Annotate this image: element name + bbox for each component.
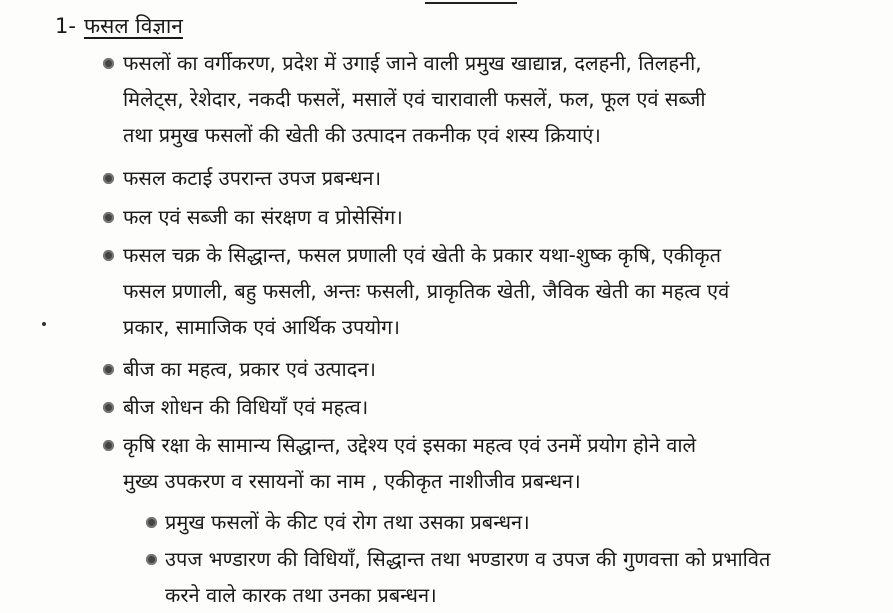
list-item <box>123 45 706 153</box>
list-item-line: उपज भण्डारण की विधियाँ, सिद्धान्त तथा भण्डारण व उपज की गुणवत्ता को प्रभावित <box>165 547 771 571</box>
list-item-line: बीज शोधन की विधियाँ एवं महत्व। <box>123 395 369 419</box>
list-item-line: प्रकार, सामाजिक एवं आर्थिक उपयोग। <box>123 315 400 339</box>
bullet-icon <box>146 517 157 528</box>
list-item-line: तथा प्रमुख फसलों की खेती की उत्पादन तकनीक एवं शस्य क्रियाएं। <box>123 123 601 147</box>
bullet-icon <box>103 58 114 69</box>
list-item <box>165 541 770 613</box>
list-item <box>123 389 368 425</box>
list-item-line: मिलेट्स, रेशेदार, नकदी फसलें, मसालें एवं चारावाली फसलें, फल, फूल एवं सब्जी <box>123 87 706 111</box>
section-title: फसल विज्ञान <box>83 14 183 38</box>
bullet-icon <box>103 440 114 451</box>
list-item <box>123 237 729 345</box>
list-item-line: करने वाले कारक तथा उनका प्रबन्धन। <box>165 583 437 607</box>
bullet-icon <box>103 173 114 184</box>
list-item-line: फसल प्रणाली, बहु फसली, अन्तः फसली, प्राकृतिक खेती, जैविक खेती का महत्व एवं <box>123 279 730 303</box>
list-item <box>123 199 403 235</box>
list-item-line: बीज का महत्व, प्रकार एवं उत्पादन। <box>123 357 377 381</box>
list-item-line: फल एवं सब्जी का संरक्षण व प्रोसेसिंग। <box>123 205 403 229</box>
section-heading <box>55 12 183 40</box>
list-item-line: प्रमुख फसलों के कीट एवं रोग तथा उसका प्रबन्धन। <box>165 510 530 534</box>
list-item <box>123 427 696 499</box>
bullet-icon <box>103 402 114 413</box>
list-item <box>123 160 381 196</box>
bullet-icon <box>146 554 157 565</box>
section-number: 1- <box>55 14 76 38</box>
list-item-line: फसल चक्र के सिद्धान्त, फसल प्रणाली एवं खेती के प्रकार यथा-शुष्क कृषि, एकीकृत <box>123 243 722 267</box>
top-rule <box>425 2 517 4</box>
bullet-icon <box>103 212 114 223</box>
list-item-line: कृषि रक्षा के सामान्य सिद्धान्त, उद्देश्य एवं इसका महत्व एवं उनमें प्रयोग होने वाले <box>123 433 697 457</box>
bullet-icon <box>103 364 114 375</box>
list-item-line: फसल कटाई उपरान्त उपज प्रबन्धन। <box>123 166 382 190</box>
list-item-line: मुख्य उपकरण व रसायनों का नाम , एकीकृत नाशीजीव प्रबन्धन। <box>123 469 581 493</box>
stray-dot <box>42 322 46 326</box>
list-item <box>123 351 376 387</box>
list-item-line: फसलों का वर्गीकरण, प्रदेश में उगाई जाने वाली प्रमुख खाद्यान्न, दलहनी, तिलहनी, <box>123 51 702 75</box>
list-item <box>165 504 530 540</box>
bullet-icon <box>103 250 114 261</box>
